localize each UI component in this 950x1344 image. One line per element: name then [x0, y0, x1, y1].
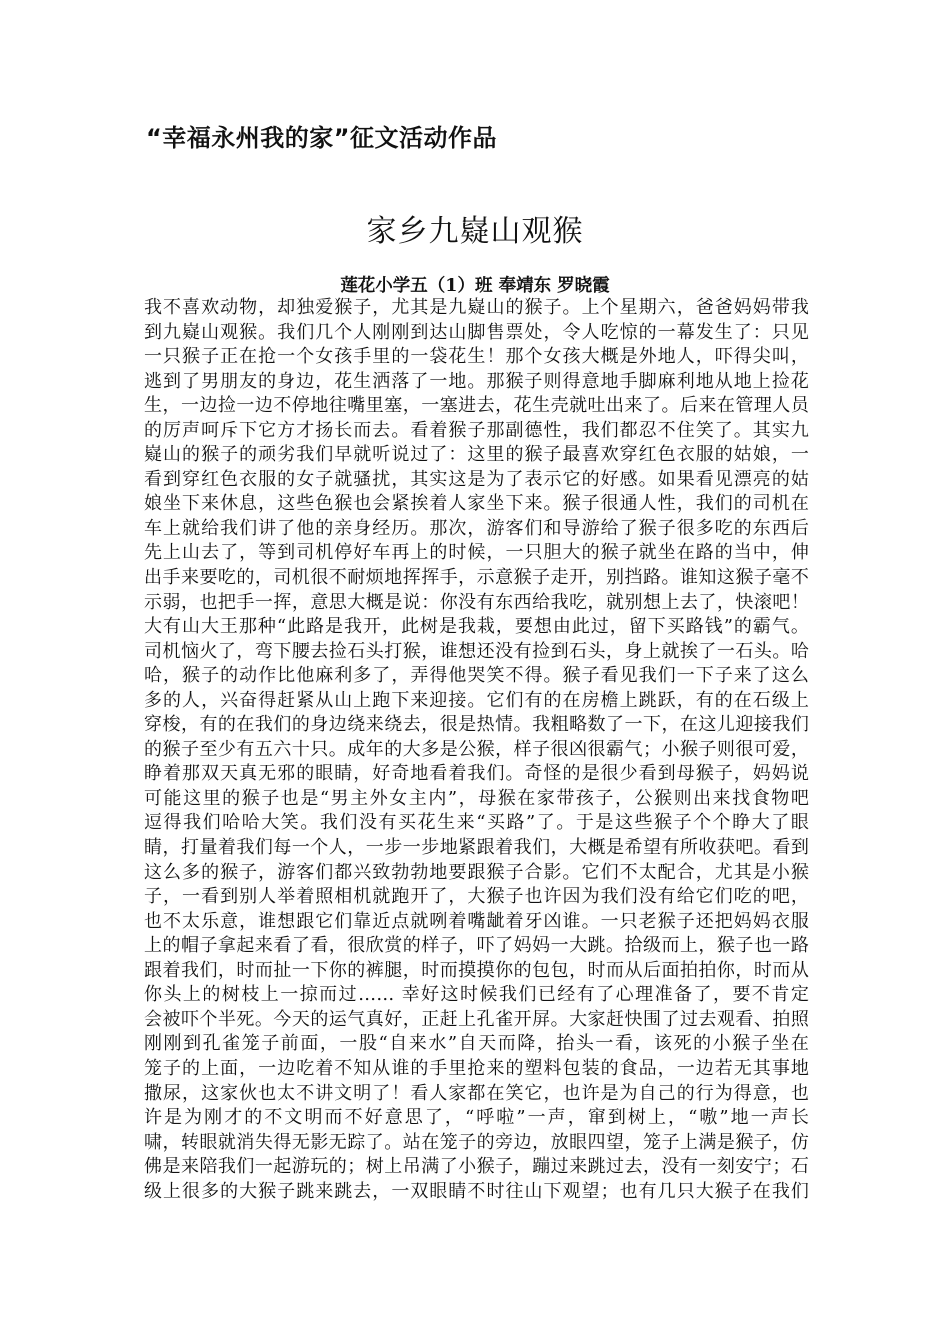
article-body: 我不喜欢动物，却独爱猴子，尤其是九嶷山的猴子。上个星期六，爸爸妈妈带我 到九嶷山观猴。我们几个人刚刚到达山脚售票处，令人吃惊的一幕发生了：只见 一只猴子正在抢一个女孩手里的一袋花生！那个女孩大概是外地人，吓得尖叫， 逃到了男朋友的身边，花生洒落了一地。那猴子则得意地手脚麻利地从地上捡花 生，一边捡一边不停地往嘴里塞，一塞进去，花生壳就吐出来了。后来在管理人员 的厉声呵斥下它方才扬长而去。看着猴子那副德性，我们都忍不住笑了。其实九 嶷山的猴子的顽劣我们早就听说过了：这里的猴子最喜欢穿红色衣服的姑娘，一 看到穿红色衣服的女子就骚扰，其实这是为了表示它的好感。如果看见漂亮的姑 娘坐下来休息，这些色猴也会紧挨着人家坐下来。猴子很通人性，我们的司机在 车上就给我们讲了他的亲身经历。那次，游客们和导游给了猴子很多吃的东西后 先上山去了，等到司机停好车再上的时候，一只胆大的猴子就坐在路的当中，伸 出手来要吃的，司机很不耐烦地挥挥手，示意猴子走开，别挡路。谁知这猴子毫不 示弱，也把手一挥，意思大概是说：你没有东西给我吃，就别想上去了，快滚吧！ 大有山大王那种“此路是我开，此树是我栽，要想由此过，留下买路钱”的霸气。 司机恼火了，弯下腰去捡石头打猴，谁想还没有捡到石头，身上就挨了一石头。哈 哈，猴子的动作比他麻利多了，弄得他哭笑不得。猴子看见我们一下子来了这么 多的人，兴奋得赶紧从山上跑下来迎接。它们有的在房檐上跳跃，有的在石级上 穿梭，有的在我们的身边绕来绕去，很是热情。我粗略数了一下，在这儿迎接我们 的猴子至少有五六十只。成年的大多是公猴，样子很凶很霸气；小猴子则很可爱， 睁着那双天真无邪的眼睛，好奇地看着我们。奇怪的是很少看到母猴子，妈妈说 可能这里的猴子也是“男主外女主内”，母猴在家带孩子，公猴则出来找食物吧 逗得我们哈哈大笑。我们没有买花生来“买路”了。于是这些猴子个个睁大了眼 睛，打量着我们每一个人，一步一步地紧跟着我们，大概是希望有所收获吧。看到 这么多的猴子，游客们都兴致勃勃地要跟猴子合影。它们不太配合，尤其是小猴 子，一看到别人举着照相机就跑开了，大猴子也许因为我们没有给它们吃的吧， 也不太乐意，谁想跟它们靠近点就咧着嘴龇着牙凶谁。一只老猴子还把妈妈衣服 上的帽子拿起来看了看，很欣赏的样子，吓了妈妈一大跳。拾级而上，猴子也一路 跟着我们，时而扯一下你的裤腿，时而摸摸你的包包，时而从后面拍拍你，时而从 你头上的树枝上一掠而过…… 幸好这时候我们已经有了心理准备了，要不肯定 会被吓个半死。今天的运气真好，正赶上孔雀开屏。大家赶快围了过去观看、拍照 刚刚到孔雀笼子前面，一股“自来水”自天而降，抬头一看，该死的小猴子坐在 笼子的上面，一边吃着不知从谁的手里抢来的塑料包装的食品，一边若无其事地 撒尿，这家伙也太不讲文明了！看人家都在笑它，也许是为自己的行为得意，也 许是为刚才的不文明而不好意思了，“呼啦”一声，窜到树上，“嗷”地一声长 啸，转眼就消失得无影无踪了。站在笼子的旁边，放眼四望，笼子上满是猴子，仿 佛是来陪我们一起游玩的；树上吊满了小猴子，蹦过来跳过去，没有一刻安宁；石 级上很多的大猴子跳来跳去，一双眼睛不时往山下观望；也有几只大猴子在我们 [144, 297, 809, 1202]
article-title: 家乡九嶷山观猴 [366, 214, 584, 249]
series-heading: “幸福永州我的家”征文活动作品 [146, 124, 498, 152]
author-byline: 莲花小学五（1）班 奉靖东 罗晓霞 [340, 276, 610, 296]
